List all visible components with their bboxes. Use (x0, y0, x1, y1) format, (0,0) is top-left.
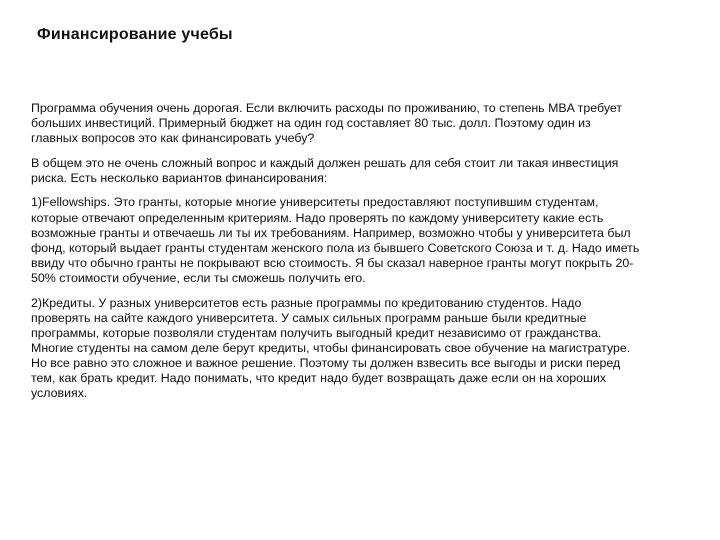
paragraph-fellowships: 1)Fellowships. Это гранты, которые многие университеты предоставляют поступившим студентам, которые отвечают определенным критериям. Надо проверять по каждому университету какие есть возможные гранты и отвечаешь ли ты их требованиям. Например, возможно чтобы у университета был фонд, который выдает гранты студентам женского пола из бывшего Советского Союза и т. д. Надо иметь ввиду что обычно гранты не покрывают всю стоимость. Я бы сказал наверное гранты могут покрыть 20-50% стоимости обучение, если ты сможешь получить его. (31, 195, 640, 285)
slide-body (31, 101, 641, 411)
slide-title: Финансирование учебы (37, 26, 233, 43)
paragraph-intro: Программа обучения очень дорогая. Если включить расходы по проживанию, то степень MBA требует больших инвестиций. Примерный бюджет на один год составляет 80 тыс. долл. Поэтому один из главных вопросов это как финансировать учебу? (31, 101, 623, 146)
paragraph-overview: В общем это не очень сложный вопрос и каждый должен решать для себя стоит ли такая инвестиция риска. Есть несколько вариантов финансирования: (31, 155, 619, 185)
paragraph-credits: 2)Кредиты. У разных университетов есть разные программы по кредитованию студентов. Надо проверять на сайте каждого университета. У самых сильных программ раньше были кредитные программы, которые позволяли студентам получить выгодный кредит независимо от гражданства. Многие студенты на самом деле берут кредиты, чтобы финансировать свое обучение на магистратуре. Но все равно это сложное и важное решение. Поэтому ты должен взвесить все выгоды и риски перед тем, как брать кредит. Надо понимать, что кредит надо будет возвращать даже если он на хороших условиях. (31, 295, 631, 401)
